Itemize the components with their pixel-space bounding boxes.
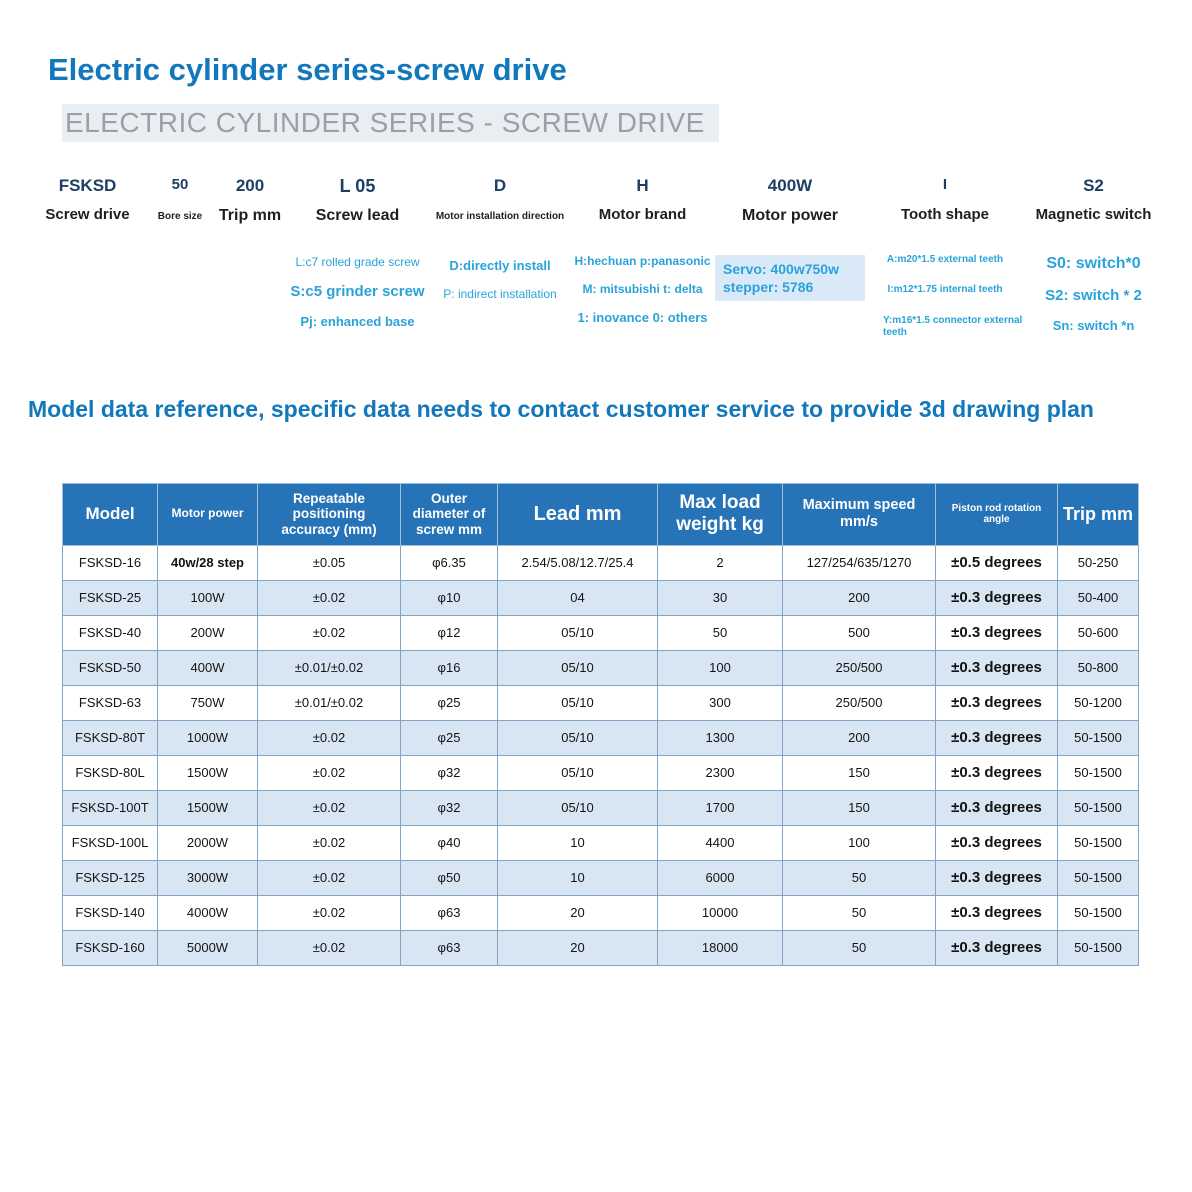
code-segment-motor-installation	[430, 176, 570, 302]
table-cell: 10000	[658, 895, 783, 930]
segment-label: Tooth shape	[900, 206, 990, 223]
header-cell-model: Model	[63, 483, 158, 545]
table-cell: ±0.3 degrees	[936, 755, 1058, 790]
table-cell: ±0.3 degrees	[936, 580, 1058, 615]
table-cell: ±0.02	[258, 580, 401, 615]
table-cell: ±0.5 degrees	[936, 545, 1058, 580]
table-cell: φ25	[401, 720, 498, 755]
segment-note: Sn: switch *n	[1052, 318, 1135, 334]
table-cell: ±0.02	[258, 860, 401, 895]
table-header	[63, 483, 1139, 545]
segment-note: L:c7 rolled grade screw	[295, 254, 420, 269]
table-cell: 150	[783, 790, 936, 825]
table-cell: 30	[658, 580, 783, 615]
table-cell: FSKSD-16	[63, 545, 158, 580]
table-cell: FSKSD-125	[63, 860, 158, 895]
table-row	[63, 580, 1139, 615]
table-cell: FSKSD-50	[63, 650, 158, 685]
table-cell: FSKSD-80L	[63, 755, 158, 790]
segment-notes	[430, 258, 570, 302]
table-cell: 1000W	[158, 720, 258, 755]
table-cell: 50	[658, 615, 783, 650]
table-cell: 500	[783, 615, 936, 650]
table-cell: φ63	[401, 895, 498, 930]
segment-notes	[570, 254, 715, 326]
segment-notes	[285, 255, 430, 331]
table-cell: 05/10	[498, 720, 658, 755]
table-cell: 200W	[158, 615, 258, 650]
table-cell: FSKSD-100T	[63, 790, 158, 825]
table-cell: ±0.02	[258, 930, 401, 965]
table-cell: 2300	[658, 755, 783, 790]
table-cell: φ40	[401, 825, 498, 860]
segment-label: Trip mm	[218, 207, 282, 224]
segment-code: S2	[1083, 176, 1104, 195]
table-cell: 05/10	[498, 790, 658, 825]
table-cell: 10	[498, 825, 658, 860]
table-cell: 6000	[658, 860, 783, 895]
segment-notes	[865, 254, 1025, 340]
table-cell: ±0.3 degrees	[936, 720, 1058, 755]
segment-label: Magnetic switch	[1035, 206, 1152, 223]
table-cell: 20	[498, 930, 658, 965]
table-row	[63, 755, 1139, 790]
table-cell: φ32	[401, 790, 498, 825]
table-cell: ±0.02	[258, 825, 401, 860]
table-cell: 150	[783, 755, 936, 790]
table-cell: φ12	[401, 615, 498, 650]
table-cell: 2000W	[158, 825, 258, 860]
segment-label: Bore size	[157, 211, 203, 222]
table-cell: φ10	[401, 580, 498, 615]
table-cell: 300	[658, 685, 783, 720]
code-segment-screw-lead	[285, 176, 430, 331]
table-cell: 50-1500	[1058, 720, 1139, 755]
table-cell: ±0.3 degrees	[936, 615, 1058, 650]
table-row	[63, 825, 1139, 860]
table-cell: 200	[783, 720, 936, 755]
segment-label: Motor brand	[598, 206, 687, 223]
segment-note: 1: inovance 0: others	[577, 309, 708, 325]
table-cell: FSKSD-40	[63, 615, 158, 650]
table-cell: φ32	[401, 755, 498, 790]
header-cell-rotation-angle: Piston rod rotation angle	[936, 483, 1058, 545]
segment-note: Y:m16*1.5 connector external teeth	[883, 314, 1023, 338]
table-row	[63, 930, 1139, 965]
segment-notes	[1025, 254, 1162, 335]
code-segment-bore-size	[145, 176, 215, 222]
table-cell: 50-600	[1058, 615, 1139, 650]
header-cell-lead: Lead mm	[498, 483, 658, 545]
table-cell: FSKSD-160	[63, 930, 158, 965]
segment-code: D	[493, 176, 507, 195]
table-cell: 50-250	[1058, 545, 1139, 580]
page-title: Electric cylinder series-screw drive	[48, 52, 567, 87]
table-cell: 10	[498, 860, 658, 895]
table-cell: 5000W	[158, 930, 258, 965]
table-cell: 2.54/5.08/12.7/25.4	[498, 545, 658, 580]
table-cell: 4400	[658, 825, 783, 860]
table-row	[63, 615, 1139, 650]
table-cell: 50-1500	[1058, 860, 1139, 895]
segment-note: Servo: 400w750w stepper: 5786	[715, 255, 865, 301]
table-cell: φ25	[401, 685, 498, 720]
table-cell: 05/10	[498, 755, 658, 790]
table-cell: 50-1500	[1058, 895, 1139, 930]
table-cell: ±0.02	[258, 720, 401, 755]
table-cell: ±0.02	[258, 615, 401, 650]
table-cell: φ6.35	[401, 545, 498, 580]
table-cell: 1300	[658, 720, 783, 755]
table-cell: 1500W	[158, 790, 258, 825]
table-cell: ±0.3 degrees	[936, 860, 1058, 895]
segment-note: H:hechuan p:panasonic	[574, 253, 711, 268]
segment-note: P: indirect installation	[443, 287, 557, 302]
table-cell: 50-400	[1058, 580, 1139, 615]
table-cell: 50	[783, 930, 936, 965]
table-cell: 04	[498, 580, 658, 615]
segment-code: H	[636, 176, 649, 195]
table-cell: 100W	[158, 580, 258, 615]
segment-code: 50	[171, 176, 189, 193]
table-cell: 18000	[658, 930, 783, 965]
table-cell: ±0.3 degrees	[936, 825, 1058, 860]
table-cell: φ50	[401, 860, 498, 895]
table-row	[63, 860, 1139, 895]
table-cell: FSKSD-100L	[63, 825, 158, 860]
table-cell: 50-1500	[1058, 755, 1139, 790]
table-cell: FSKSD-25	[63, 580, 158, 615]
code-segment-magnetic-switch	[1025, 176, 1162, 335]
table-cell: 50-800	[1058, 650, 1139, 685]
table-cell: 200	[783, 580, 936, 615]
code-segment-trip	[215, 176, 285, 225]
code-segment-tooth-shape	[865, 176, 1025, 340]
segment-note: A:m20*1.5 external teeth	[886, 253, 1004, 265]
table-cell: ±0.3 degrees	[936, 895, 1058, 930]
header-cell-accuracy: Repeatable positioning accuracy (mm)	[258, 483, 401, 545]
segment-notes	[715, 255, 865, 301]
header-cell-motor-power: Motor power	[158, 483, 258, 545]
segment-note: D:directly install	[449, 258, 551, 273]
table-cell: 05/10	[498, 650, 658, 685]
segment-note: I:m12*1.75 internal teeth	[887, 284, 1003, 295]
segment-label: Screw drive	[45, 206, 130, 223]
segment-note: S2: switch * 2	[1045, 286, 1142, 304]
table-cell: 50	[783, 895, 936, 930]
table-row	[63, 895, 1139, 930]
table-cell: ±0.3 degrees	[936, 930, 1058, 965]
header-cell-outer-diameter: Outer diameter of screw mm	[401, 483, 498, 545]
table-cell: FSKSD-63	[63, 685, 158, 720]
table-cell: 3000W	[158, 860, 258, 895]
notice-text: Model data reference, specific data needs to contact customer service to provide 3d drawing plan	[28, 395, 1094, 422]
model-code-section	[0, 176, 1192, 340]
table-cell: 4000W	[158, 895, 258, 930]
table-cell: 250/500	[783, 650, 936, 685]
table-cell: 400W	[158, 650, 258, 685]
segment-code: I	[942, 176, 948, 193]
segment-label: Motor power	[742, 207, 838, 224]
table-cell: ±0.3 degrees	[936, 650, 1058, 685]
table-cell: 50-1500	[1058, 825, 1139, 860]
table-cell: FSKSD-80T	[63, 720, 158, 755]
table-cell: ±0.3 degrees	[936, 790, 1058, 825]
table-body	[63, 545, 1139, 965]
table-row	[63, 685, 1139, 720]
table-cell: 50	[783, 860, 936, 895]
table-cell: ±0.01/±0.02	[258, 685, 401, 720]
header-cell-trip: Trip mm	[1058, 483, 1139, 545]
table-cell: φ16	[401, 650, 498, 685]
table-cell: 250/500	[783, 685, 936, 720]
table-cell: ±0.02	[258, 790, 401, 825]
table-cell: 05/10	[498, 615, 658, 650]
segment-note: Pj: enhanced base	[300, 314, 415, 330]
code-segment-motor-brand	[570, 176, 715, 326]
table-cell: 50-1200	[1058, 685, 1139, 720]
table-cell: 1500W	[158, 755, 258, 790]
segment-code: L 05	[339, 176, 376, 196]
table-cell: 100	[658, 650, 783, 685]
table-cell: 50-1500	[1058, 790, 1139, 825]
spec-table	[62, 483, 1139, 966]
table-cell: 05/10	[498, 685, 658, 720]
table-cell: 1700	[658, 790, 783, 825]
code-segment-motor-power	[715, 176, 865, 301]
table-cell: ±0.02	[258, 895, 401, 930]
segment-label: Screw lead	[315, 207, 400, 224]
table-cell: 127/254/635/1270	[783, 545, 936, 580]
table-row	[63, 790, 1139, 825]
table-row	[63, 650, 1139, 685]
table-cell: 750W	[158, 685, 258, 720]
segment-code: FSKSD	[58, 176, 117, 195]
table-cell: ±0.02	[258, 755, 401, 790]
segment-note: S0: switch*0	[1046, 254, 1141, 272]
header-cell-max-load: Max load weight kg	[658, 483, 783, 545]
table-cell: ±0.3 degrees	[936, 685, 1058, 720]
table-cell: ±0.01/±0.02	[258, 650, 401, 685]
table-cell: 100	[783, 825, 936, 860]
table-cell: ±0.05	[258, 545, 401, 580]
header-cell-max-speed: Maximum speed mm/s	[783, 483, 936, 545]
table-cell: 20	[498, 895, 658, 930]
segment-code: 400W	[767, 176, 813, 195]
page-subtitle: ELECTRIC CYLINDER SERIES - SCREW DRIVE	[62, 104, 719, 142]
segment-note: S:c5 grinder screw	[290, 282, 425, 300]
segment-label: Motor installation direction	[435, 211, 565, 222]
table-row	[63, 720, 1139, 755]
table-header-row	[63, 483, 1139, 545]
segment-code: 200	[235, 176, 265, 195]
segment-note: M: mitsubishi t: delta	[582, 281, 703, 296]
table-cell: φ63	[401, 930, 498, 965]
table-cell: 40w/28 step	[158, 545, 258, 580]
table-row	[63, 545, 1139, 580]
table-cell: FSKSD-140	[63, 895, 158, 930]
table-cell: 2	[658, 545, 783, 580]
table-cell: 50-1500	[1058, 930, 1139, 965]
code-segment-screw-drive	[30, 176, 145, 224]
